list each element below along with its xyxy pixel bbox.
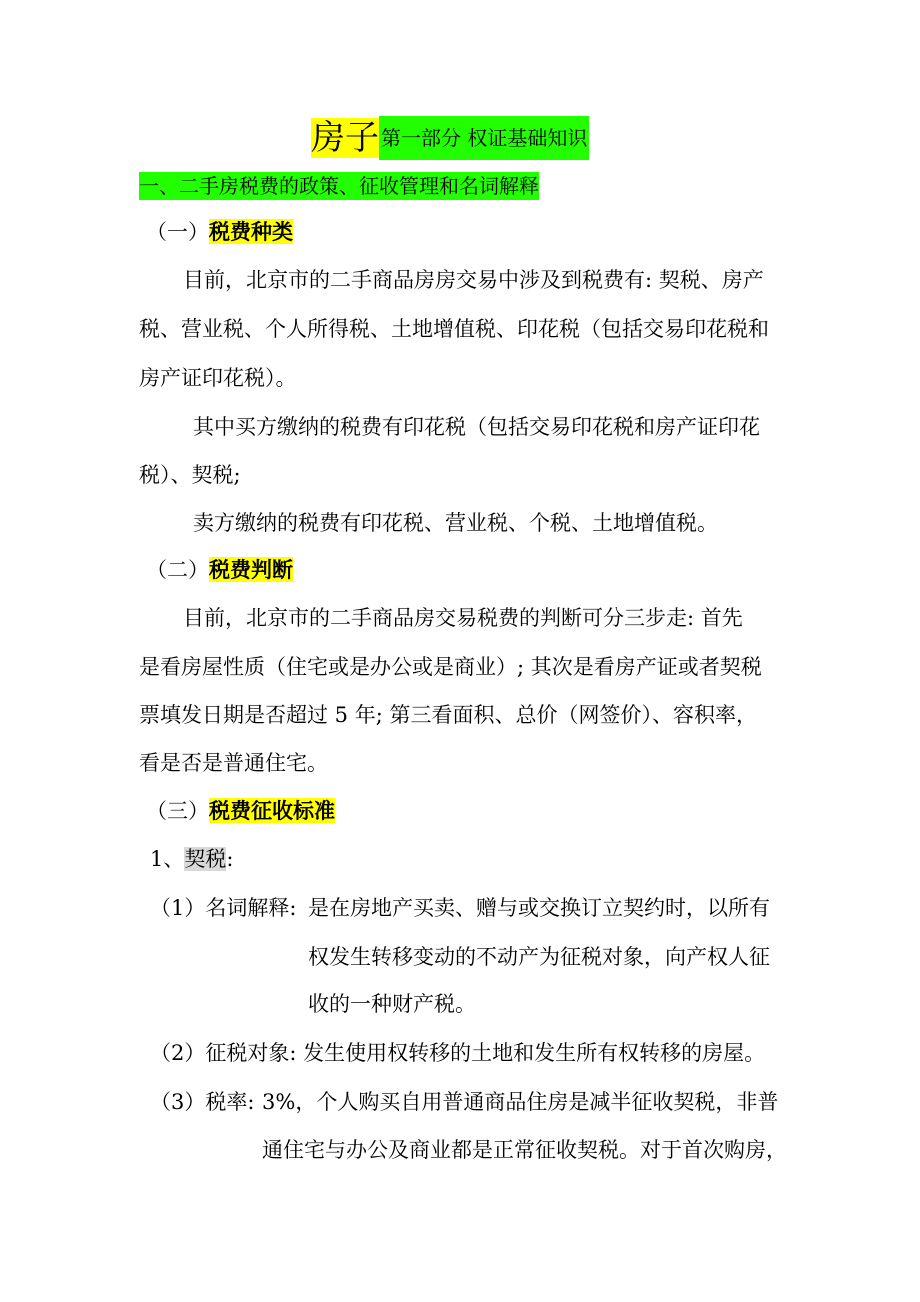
object-text: 发生使用权转移的土地和发生所有权转移的房屋。 bbox=[303, 1041, 766, 1065]
item-1-number: 1、 bbox=[150, 847, 185, 871]
paragraph-line: 其中买方缴纳的税费有印花税（包括交易印花税和房产证印花 bbox=[193, 415, 760, 439]
definition-line: 权发生转移变动的不动产为征税对象，向产权人征 bbox=[308, 945, 770, 969]
sub-heading-1 bbox=[146, 218, 293, 246]
paragraph-line: 目前，北京市的二手商品房交易税费的判断可分三步走: 首先 bbox=[183, 606, 743, 630]
paragraph-line: 票填发日期是否超过 5 年; 第三看面积、总价（网签价）、容积率， bbox=[139, 703, 757, 727]
item-1-label: 契税 bbox=[184, 847, 227, 871]
title-small: 第一部分 权证基础知识 bbox=[379, 116, 589, 160]
paragraph-line: 税、营业税、个人所得税、土地增值税、印花税（包括交易印花税和 bbox=[139, 317, 769, 341]
sub-heading-2-prefix: （二） bbox=[146, 558, 209, 582]
definition-line: 是在房地产买卖、赠与或交换订立契约时，以所有 bbox=[308, 896, 770, 920]
rate-line: 3%，个人购买自用普通商品住房是减半征收契税，非普 bbox=[262, 1090, 779, 1114]
paragraph-line: 目前，北京市的二手商品房房交易中涉及到税费有: 契税、房产 bbox=[183, 268, 764, 292]
object-label: （2）征税对象: bbox=[150, 1041, 304, 1065]
paragraph-line: 税）、契税; bbox=[139, 463, 241, 487]
sub-heading-3-label: 税费征收标准 bbox=[209, 798, 335, 823]
object-line bbox=[150, 1039, 765, 1067]
definition-label: （1）名词解释: bbox=[150, 896, 297, 920]
paragraph-line: 卖方缴纳的税费有印花税、营业税、个税、土地增值税。 bbox=[193, 511, 718, 535]
sub-heading-3 bbox=[146, 797, 335, 825]
sub-heading-1-label: 税费种类 bbox=[209, 219, 293, 244]
doc-title bbox=[311, 116, 589, 160]
definition-line: 收的一种财产税。 bbox=[308, 992, 476, 1016]
rate-line: 通住宅与办公及商业都是正常征收契税。对于首次购房， bbox=[262, 1138, 787, 1162]
paragraph-line: 看是否是普通住宅。 bbox=[139, 751, 328, 775]
sub-heading-3-prefix: （三） bbox=[146, 799, 209, 823]
section-heading: 一、二手房税费的政策、征收管理和名词解释 bbox=[139, 174, 539, 198]
rate-label: （3）税率: bbox=[150, 1090, 255, 1114]
sub-heading-1-prefix: （一） bbox=[146, 220, 209, 244]
paragraph-line: 是看房屋性质（住宅或是办公或是商业）; 其次是看房产证或者契税 bbox=[139, 655, 762, 679]
sub-heading-2-label: 税费判断 bbox=[209, 557, 293, 582]
title-big: 房子 bbox=[311, 118, 379, 158]
item-1-heading bbox=[150, 845, 233, 873]
paragraph-line: 房产证印花税）。 bbox=[139, 366, 297, 390]
item-1-colon: : bbox=[226, 847, 234, 871]
sub-heading-2 bbox=[146, 556, 293, 584]
